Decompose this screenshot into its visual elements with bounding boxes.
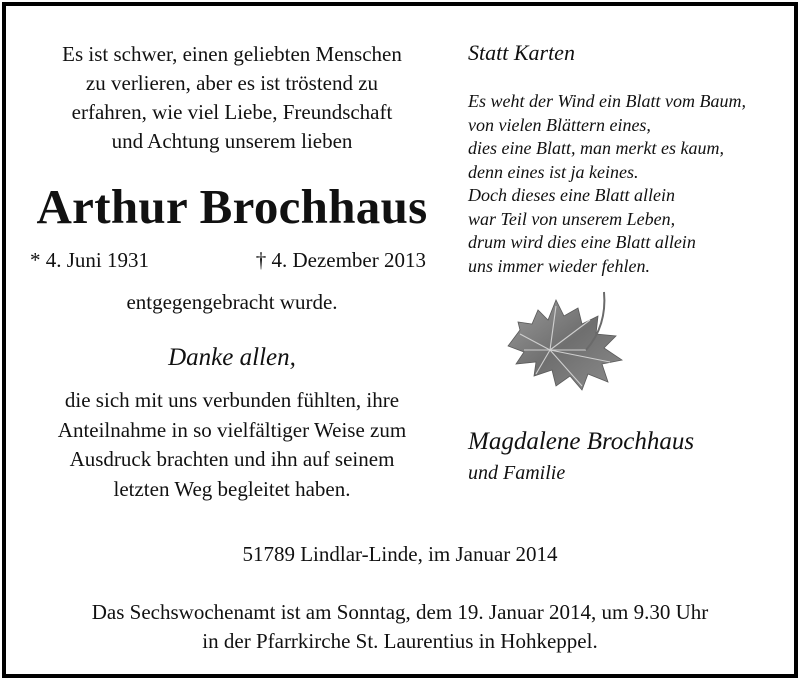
thanks-line: Anteilnahme in so vielfältiger Weise zum (57, 417, 407, 442)
place-date: 51789 Lindlar-Linde, im Januar 2014 (242, 542, 558, 566)
birth-date: * 4. Juni 1931 (30, 248, 150, 272)
poem-line: denn eines ist ja keines. (468, 161, 639, 182)
signer-name: Magdalene Brochhaus (468, 428, 695, 455)
thanks-heading: Danke allen, (168, 344, 296, 371)
deceased-name: Arthur Brochhaus (36, 179, 428, 234)
signer-family: und Familie (468, 462, 566, 484)
thanks-text (22, 386, 442, 504)
death-date: † 4. Dezember 2013 (255, 248, 426, 272)
thanks-line: letzten Weg begleitet haben. (113, 476, 351, 501)
service-line: Das Sechswochenamt ist am Sonntag, dem 19. Januar 2014, um 9.30 Uhr (91, 600, 709, 624)
maple-leaf-icon (490, 286, 650, 398)
right-column (468, 40, 778, 278)
leaf-blade (508, 300, 622, 390)
poem-line: Doch dieses eine Blatt allein (468, 185, 675, 205)
poem-line: uns immer wieder fehlen. (468, 255, 650, 276)
statt-karten-heading: Statt Karten (468, 40, 575, 65)
poem-line: Es weht der Wind ein Blatt vom Baum, (468, 91, 746, 111)
intro-line: zu verlieren, aber es ist tröstend zu (85, 71, 379, 95)
poem-line: drum wird dies eine Blatt allein (468, 232, 696, 252)
received-line: entgegengebracht wurde. (126, 290, 338, 314)
poem-line: dies eine Blatt, man merkt es kaum, (468, 138, 724, 158)
poem-line: von vielen Blättern eines, (468, 114, 651, 135)
intro-line: und Achtung unserem lieben (111, 129, 353, 153)
intro-text (22, 40, 442, 156)
intro-line: Es ist schwer, einen geliebten Menschen (62, 42, 402, 66)
obituary-notice (2, 2, 798, 678)
thanks-line: die sich mit uns verbunden fühlten, ihre (64, 388, 400, 412)
service-info (6, 598, 794, 656)
service-line: in der Pfarrkirche St. Laurentius in Hohkeppel. (202, 629, 598, 653)
thanks-line: Ausdruck brachten und ihn auf seinem (69, 447, 395, 471)
poem-line: war Teil von unserem Leben, (468, 208, 676, 229)
intro-line: erfahren, wie viel Liebe, Freundschaft (71, 100, 393, 124)
poem (468, 90, 778, 278)
